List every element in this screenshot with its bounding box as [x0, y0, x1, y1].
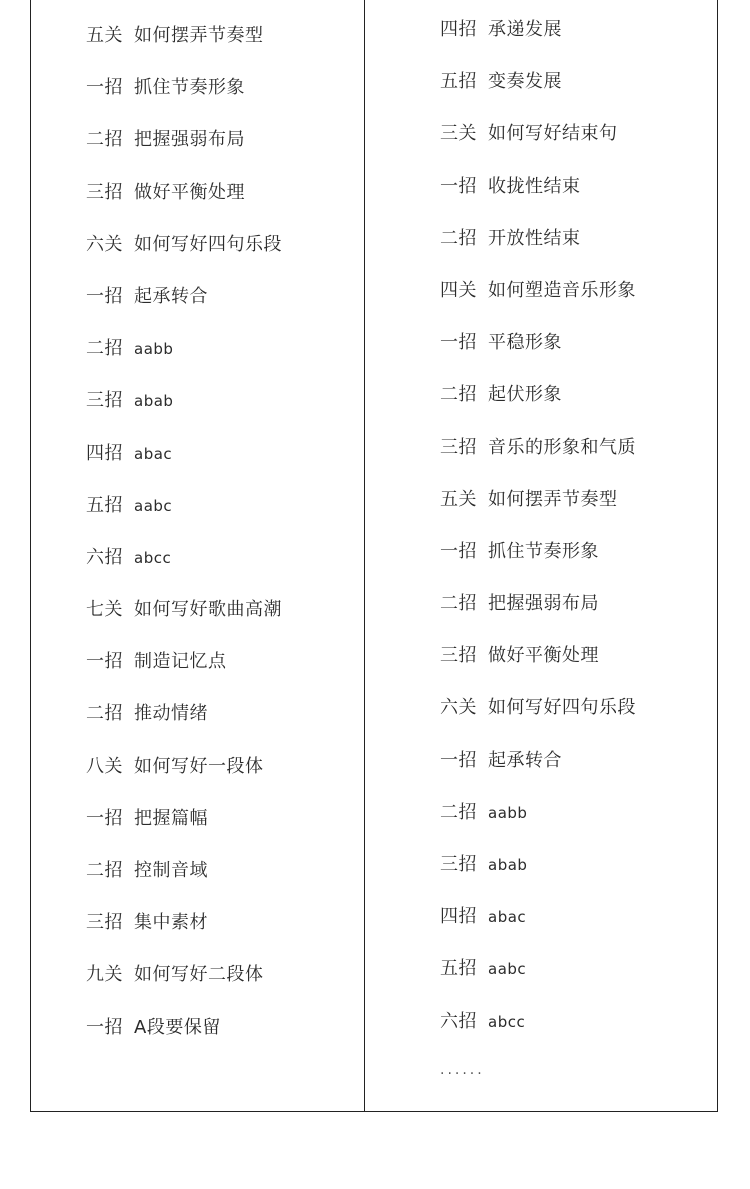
item-number: 六关 [440, 697, 477, 719]
list-item [86, 62, 282, 114]
list-item [86, 271, 282, 323]
item-number: 三招 [86, 181, 123, 203]
list-item [440, 787, 636, 839]
item-title: 集中素材 [134, 912, 208, 934]
right-column-list [440, 4, 636, 1100]
item-title: 把握篇幅 [134, 807, 208, 829]
item-title: 开放性结束 [488, 227, 581, 249]
item-number: 二招 [440, 227, 477, 249]
list-item [86, 375, 282, 427]
item-title: abab [134, 392, 174, 411]
item-number: 一招 [86, 651, 123, 673]
item-title: 如何写好二段体 [134, 964, 264, 986]
item-title: aabc [488, 960, 527, 979]
item-number: 四关 [440, 279, 477, 301]
list-item [440, 317, 636, 369]
item-title: 平稳形象 [488, 332, 562, 354]
item-number: 一招 [440, 332, 477, 354]
list-item [440, 682, 636, 734]
item-title: 控制音域 [134, 860, 208, 881]
item-number: 六招 [440, 1010, 477, 1032]
item-number: 二招 [86, 703, 123, 725]
item-number: 一招 [86, 1016, 123, 1038]
item-number: 五关 [86, 25, 123, 46]
item-number: 二招 [440, 801, 477, 823]
item-number: 六招 [86, 546, 123, 568]
item-number: 二招 [86, 129, 123, 151]
list-item [86, 114, 282, 166]
item-title: 把握强弱布局 [488, 593, 599, 615]
item-title: 起承转合 [134, 285, 208, 307]
list-item [440, 839, 636, 891]
list-item [440, 108, 636, 160]
list-item [440, 213, 636, 265]
item-title: 如何写好一段体 [134, 755, 264, 777]
list-item [440, 56, 636, 108]
item-number: 五招 [440, 71, 477, 93]
item-title: 如何写好歌曲高潮 [134, 599, 282, 621]
list-item [440, 369, 636, 421]
item-title: abac [488, 908, 527, 927]
item-number: 一招 [440, 540, 477, 562]
item-title: abab [488, 856, 528, 874]
item-number: 五关 [440, 488, 477, 510]
item-title: 变奏发展 [488, 71, 562, 93]
item-number: 三招 [440, 645, 477, 667]
list-item [440, 474, 636, 526]
list-item [86, 480, 282, 532]
table-of-contents [30, 0, 718, 1112]
list-item [86, 793, 282, 845]
item-number: 二招 [86, 860, 123, 881]
list-item [86, 10, 282, 62]
list-item [440, 735, 636, 787]
item-title: 制造记忆点 [134, 651, 227, 673]
item-number: 一招 [86, 285, 123, 307]
item-title: A段要保留 [134, 1016, 221, 1038]
item-title: 如何写好结束句 [488, 123, 618, 145]
item-title: aabc [134, 496, 173, 515]
item-title: 做好平衡处理 [134, 181, 245, 203]
list-item [440, 578, 636, 630]
item-number: 四招 [440, 19, 477, 40]
list-item [440, 996, 636, 1048]
item-title: 如何摆弄节奏型 [488, 488, 618, 510]
ellipsis-marker: ······ [440, 1065, 485, 1082]
item-number: 八关 [86, 755, 123, 777]
item-title: 音乐的形象和气质 [488, 436, 636, 458]
item-number: 一招 [86, 807, 123, 829]
item-number: 二招 [440, 593, 477, 615]
list-item [440, 526, 636, 578]
item-number: 三招 [86, 390, 123, 412]
list-item [440, 943, 636, 995]
item-title: aabb [488, 803, 528, 822]
list-item [86, 949, 282, 1001]
item-number: 六关 [86, 233, 123, 255]
list-item [86, 897, 282, 949]
item-title: 承递发展 [488, 19, 562, 40]
item-title: 收拢性结束 [488, 175, 581, 197]
item-number: 九关 [86, 964, 123, 986]
column-divider [364, 0, 365, 1111]
item-number: 四招 [440, 906, 477, 928]
list-item [86, 741, 282, 793]
left-column-list [86, 10, 282, 1054]
item-number: 二招 [440, 384, 477, 406]
list-item [86, 845, 282, 897]
item-title: abcc [488, 1012, 526, 1031]
item-number: 三招 [440, 854, 477, 875]
list-item [440, 630, 636, 682]
list-item [86, 167, 282, 219]
item-number: 三招 [440, 436, 477, 458]
item-title: 把握强弱布局 [134, 129, 245, 151]
item-title: abac [134, 444, 173, 463]
item-title: 起承转合 [488, 749, 562, 771]
list-item [440, 422, 636, 474]
list-item [440, 4, 636, 56]
item-title: 如何写好四句乐段 [134, 233, 282, 255]
item-number: 四招 [86, 442, 123, 464]
item-title: abcc [134, 548, 172, 567]
item-title: 抓住节奏形象 [134, 77, 245, 99]
list-item [86, 688, 282, 740]
list-item [86, 428, 282, 480]
list-item [86, 636, 282, 688]
item-title: 做好平衡处理 [488, 645, 599, 667]
item-number: 五招 [86, 494, 123, 516]
item-number: 二招 [86, 338, 123, 360]
item-title: 如何塑造音乐形象 [488, 279, 636, 301]
item-number: 一招 [440, 175, 477, 197]
item-number: 五招 [440, 958, 477, 980]
list-item [440, 265, 636, 317]
item-title: 如何摆弄节奏型 [134, 25, 264, 46]
item-title: 起伏形象 [488, 384, 562, 406]
list-item [86, 219, 282, 271]
item-number: 一招 [86, 77, 123, 99]
list-item [440, 161, 636, 213]
list-item [440, 891, 636, 943]
item-title: 推动情绪 [134, 703, 208, 725]
item-title: aabb [134, 340, 174, 359]
item-number: 三招 [86, 912, 123, 934]
list-item [86, 1002, 282, 1054]
list-item [86, 584, 282, 636]
list-item [86, 323, 282, 375]
item-number: 三关 [440, 123, 477, 145]
item-number: 七关 [86, 599, 123, 621]
list-item [86, 532, 282, 584]
item-title: 如何写好四句乐段 [488, 697, 636, 719]
item-title: 抓住节奏形象 [488, 540, 599, 562]
item-number: 一招 [440, 749, 477, 771]
